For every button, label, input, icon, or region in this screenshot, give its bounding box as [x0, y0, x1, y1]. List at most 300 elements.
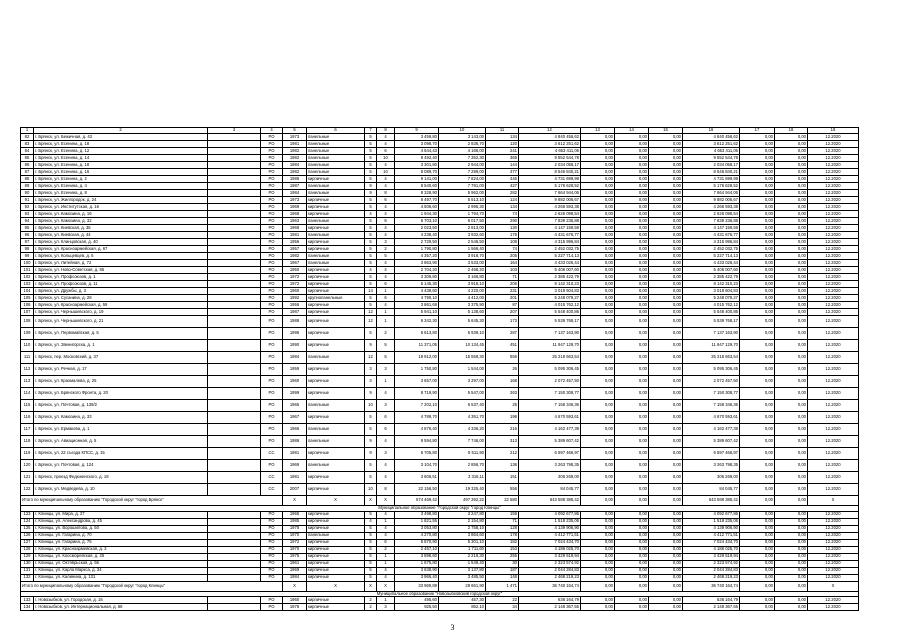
- table-cell: 0,00: [775, 525, 808, 532]
- table-cell: 6: [377, 424, 395, 436]
- table-cell: 7 137 163,90: [683, 328, 740, 340]
- table-cell: РО: [261, 518, 283, 525]
- table-cell: кирпичные: [307, 546, 365, 553]
- table-cell: 4 186 025,70: [683, 546, 740, 553]
- table-cell: г. Брянск, ул. Кольцевцев, д. 5: [34, 253, 208, 260]
- table-cell: 0,00: [740, 148, 775, 155]
- table-cell: 0,00: [740, 190, 775, 197]
- subtotal-cell: 28 661,90: [439, 581, 486, 591]
- table-cell: [208, 597, 261, 604]
- table-cell: г. Брянск, ул. Брянского Фронта, д. 20: [34, 388, 208, 400]
- table-cell: 0,00: [775, 553, 808, 560]
- table-cell: 12.2020: [808, 169, 859, 176]
- table-cell: 241: [486, 148, 519, 155]
- table-cell: 556: [486, 484, 519, 496]
- table-cell: 3 861,68: [395, 302, 439, 309]
- table-cell: 0,00: [581, 539, 615, 546]
- table-cell: РО: [261, 239, 283, 246]
- table-cell: РО: [261, 424, 283, 436]
- table-cell: 0,00: [581, 574, 615, 581]
- table-cell: 12.2020: [808, 274, 859, 281]
- table-cell: 255: [486, 553, 519, 560]
- table-cell: 128: [21, 546, 34, 553]
- table-cell: 12.2020: [808, 197, 859, 204]
- table-cell: 4: [377, 176, 395, 183]
- table-cell: 1981: [283, 448, 307, 460]
- table-cell: 11 371,05: [395, 340, 439, 352]
- table-cell: 5 870,90: [395, 539, 439, 546]
- table-cell: г. Новозыбков, ул. Интернациональная, д. 68: [34, 604, 208, 611]
- table-row: [21, 412, 859, 424]
- table-cell: 115: [21, 400, 34, 412]
- table-cell: 133: [21, 597, 34, 604]
- table-cell: 0,00: [740, 162, 775, 169]
- table-cell: 0,00: [740, 288, 775, 295]
- table-cell: 0,00: [615, 302, 649, 309]
- table-cell: 0,00: [740, 197, 775, 204]
- table-cell: 12.2020: [808, 597, 859, 604]
- table-cell: 1959: [283, 364, 307, 376]
- table-cell: 3 098,70: [395, 141, 439, 148]
- table-cell: кирпичные: [307, 364, 365, 376]
- table-cell: 3: [377, 400, 395, 412]
- table-cell: 1 821,55: [395, 518, 439, 525]
- table-cell: кирпичные: [307, 197, 365, 204]
- table-cell: 0,00: [649, 148, 683, 155]
- table-cell: 4: [377, 225, 395, 232]
- table-cell: 0,00: [581, 155, 615, 162]
- table-cell: 10 134,45: [439, 340, 486, 352]
- table-cell: 0,00: [740, 553, 775, 560]
- table-cell: 7 299,00: [439, 169, 486, 176]
- table-cell: 4 166,00: [439, 148, 486, 155]
- table-cell: 12.2020: [808, 546, 859, 553]
- table-cell: кирпичные: [307, 604, 365, 611]
- table-cell: 0,00: [775, 352, 808, 364]
- table-cell: 0,00: [581, 302, 615, 309]
- table-cell: 5: [377, 352, 395, 364]
- table-cell: 1973: [283, 134, 307, 141]
- table-cell: 0,00: [775, 604, 808, 611]
- table-cell: 1982: [283, 169, 307, 176]
- table-cell: 0,00: [581, 484, 615, 496]
- table-cell: [208, 274, 261, 281]
- table-row: [21, 253, 859, 260]
- table-cell: 0,00: [775, 328, 808, 340]
- table-cell: 110: [21, 340, 34, 352]
- table-cell: 4 439,60: [395, 288, 439, 295]
- table-cell: 4 653 411,06: [519, 148, 581, 155]
- table-cell: РО: [261, 218, 283, 225]
- table-row: [21, 316, 859, 328]
- table-cell: кирпичные: [307, 525, 365, 532]
- table-row: [21, 560, 859, 567]
- table-cell: панельные: [307, 218, 365, 225]
- table-row: [21, 155, 859, 162]
- table-cell: 126: [21, 532, 34, 539]
- table-cell: 0,00: [649, 364, 683, 376]
- table-cell: 0,00: [581, 253, 615, 260]
- table-cell: 5 939,10: [439, 328, 486, 340]
- table-cell: РО: [261, 288, 283, 295]
- table-cell: 7 150 308,77: [519, 388, 581, 400]
- table-cell: 0,00: [581, 197, 615, 204]
- table-cell: 0,00: [581, 211, 615, 218]
- table-cell: 5 513,10: [439, 197, 486, 204]
- table-cell: 3 918,70: [439, 253, 486, 260]
- table-cell: 0,00: [581, 511, 615, 518]
- table-cell: РО: [261, 295, 283, 302]
- table-cell: [208, 525, 261, 532]
- table-cell: 144: [486, 162, 519, 169]
- table-cell: 5: [365, 148, 377, 155]
- table-cell: панельные: [307, 148, 365, 155]
- table-cell: 2: [365, 597, 377, 604]
- table-cell: 12.2020: [808, 232, 859, 239]
- table-cell: 306 269,00: [519, 472, 581, 484]
- table-cell: 2: [377, 546, 395, 553]
- table-cell: 6 497,70: [395, 197, 439, 204]
- table-cell: 0,00: [649, 302, 683, 309]
- table-cell: 0,00: [615, 340, 649, 352]
- table-cell: кирпичные: [307, 340, 365, 352]
- table-row: [21, 518, 859, 525]
- table-cell: [208, 340, 261, 352]
- table-cell: 8 492,40: [395, 155, 439, 162]
- table-cell: 7 158 346,36: [683, 400, 740, 412]
- table-cell: РО: [261, 400, 283, 412]
- table-cell: 71: [486, 518, 519, 525]
- subtotal-cell: 0,00: [649, 581, 683, 591]
- table-cell: РО: [261, 388, 283, 400]
- table-cell: 8: [377, 218, 395, 225]
- table-cell: 0,00: [775, 162, 808, 169]
- table-row: [21, 281, 859, 288]
- table-cell: 0,00: [775, 518, 808, 525]
- table-cell: 0,00: [615, 232, 649, 239]
- table-cell: 0,00: [649, 155, 683, 162]
- table-cell: 15 559,30: [439, 352, 486, 364]
- table-cell: 0,00: [615, 352, 649, 364]
- table-cell: 187: [486, 567, 519, 574]
- table-cell: 0,00: [775, 546, 808, 553]
- table-cell: 0,00: [775, 176, 808, 183]
- table-cell: СС: [261, 472, 283, 484]
- table-cell: 3 143,00: [439, 134, 486, 141]
- table-row: [21, 211, 859, 218]
- table-cell: 0,00: [649, 400, 683, 412]
- table-cell: г. Брянск, ул. Сусанина, д. 28: [34, 295, 208, 302]
- column-header: 8: [377, 128, 395, 134]
- table-cell: 4 731 699,99: [519, 176, 581, 183]
- table-cell: панельные: [307, 460, 365, 472]
- table-cell: 0,00: [581, 328, 615, 340]
- table-cell: 1 518 235,06: [683, 518, 740, 525]
- table-cell: [208, 553, 261, 560]
- table-row: [21, 190, 859, 197]
- column-header: 6: [307, 128, 365, 134]
- table-cell: 1986: [283, 176, 307, 183]
- table-cell: 0,00: [581, 436, 615, 448]
- table-cell: 5: [365, 239, 377, 246]
- table-row: [21, 225, 859, 232]
- table-cell: г. Брянск, ул. Чернышевского, д. 21: [34, 316, 208, 328]
- table-cell: 5 406 007,60: [683, 267, 740, 274]
- table-cell: г. Брянск, ул. Дружбы, д. 3: [34, 288, 208, 295]
- table-cell: 0,00: [581, 448, 615, 460]
- subtotal-cell: 0,00: [581, 496, 615, 506]
- table-cell: кирпичные: [307, 204, 365, 211]
- table-cell: 0,00: [649, 190, 683, 197]
- table-cell: 4: [377, 141, 395, 148]
- table-cell: 3 932,60: [439, 232, 486, 239]
- table-cell: 0,00: [581, 239, 615, 246]
- table-cell: 0,00: [775, 448, 808, 460]
- subtotal-cell: 33 969,89: [395, 581, 439, 591]
- table-cell: 2 148 367,55: [519, 604, 581, 611]
- table-cell: г. Клинцы, ул. Коосморейская, д. 25: [34, 553, 208, 560]
- table-cell: 4 315 996,84: [683, 239, 740, 246]
- table-cell: 3 263 798,35: [683, 460, 740, 472]
- table-cell: [208, 436, 261, 448]
- table-cell: 0,00: [615, 253, 649, 260]
- table-cell: [208, 604, 261, 611]
- table-cell: 6 342,30: [395, 316, 439, 328]
- table-cell: 3 297,00: [439, 376, 486, 388]
- table-cell: 0,00: [649, 532, 683, 539]
- housing-register-table: [20, 127, 859, 611]
- table-cell: 5: [365, 539, 377, 546]
- table-cell: РО: [261, 232, 283, 239]
- table-cell: 5: [365, 155, 377, 162]
- table-cell: 0,00: [615, 553, 649, 560]
- table-cell: 5 138,60: [439, 309, 486, 316]
- table-cell: 3 533,00: [439, 260, 486, 267]
- table-row: [21, 302, 859, 309]
- table-cell: г. Клинцы, ул. Гагарина, д. 70: [34, 532, 208, 539]
- table-cell: 0,00: [649, 211, 683, 218]
- table-cell: 5: [365, 141, 377, 148]
- table-cell: 5: [365, 232, 377, 239]
- table-cell: 0,00: [740, 218, 775, 225]
- table-cell: 2: [377, 246, 395, 253]
- table-cell: [208, 518, 261, 525]
- table-cell: 0,00: [615, 316, 649, 328]
- table-cell: 6 017,50: [439, 218, 486, 225]
- table-cell: 0,00: [649, 281, 683, 288]
- column-header: 19: [808, 128, 859, 134]
- table-cell: [208, 567, 261, 574]
- table-row: [21, 169, 859, 176]
- table-cell: РО: [261, 525, 283, 532]
- table-cell: 0,00: [615, 218, 649, 225]
- column-header: 10: [439, 128, 486, 134]
- table-cell: г. Брянск, ул. Чернышевского, д. 19: [34, 309, 208, 316]
- table-cell: 0,00: [581, 604, 615, 611]
- table-cell: 0,00: [740, 253, 775, 260]
- table-cell: 14: [365, 288, 377, 295]
- table-cell: РО: [261, 162, 283, 169]
- table-cell: 0,00: [775, 597, 808, 604]
- table-cell: [208, 412, 261, 424]
- table-cell: 0,00: [775, 288, 808, 295]
- table-row: [21, 424, 859, 436]
- table-cell: РО: [261, 260, 283, 267]
- table-cell: кирпичные: [307, 412, 365, 424]
- table-cell: г. Брянск, ул. Киевская, д. 35: [34, 225, 208, 232]
- table-cell: 1984: [283, 190, 307, 197]
- table-cell: 0,00: [581, 141, 615, 148]
- table-cell: 1 675,80: [395, 560, 439, 567]
- table-cell: 0,00: [615, 604, 649, 611]
- table-cell: панельные: [307, 400, 365, 412]
- table-cell: 100: [21, 260, 34, 267]
- table-cell: 4 731 699,99: [683, 176, 740, 183]
- table-cell: 0,00: [581, 340, 615, 352]
- table-cell: 3: [365, 376, 377, 388]
- table-cell: 0,00: [649, 204, 683, 211]
- table-cell: 9 594,80: [395, 436, 439, 448]
- table-cell: 5: [365, 567, 377, 574]
- table-cell: 0,00: [649, 518, 683, 525]
- table-cell: 3: [377, 364, 395, 376]
- table-cell: 1: [377, 309, 395, 316]
- table-cell: 4 357,20: [395, 253, 439, 260]
- table-cell: 0,00: [581, 412, 615, 424]
- table-cell: 10: [365, 484, 377, 496]
- table-cell: 3: [377, 604, 395, 611]
- table-cell: 84 045,77: [683, 484, 740, 496]
- table-cell: 206: [486, 281, 519, 288]
- table-cell: 12.2020: [808, 288, 859, 295]
- table-cell: 4 162 477,39: [519, 424, 581, 436]
- table-cell: 201: [486, 295, 519, 302]
- table-cell: 1963: [283, 218, 307, 225]
- table-cell: 12.2020: [808, 295, 859, 302]
- subtotal-cell: 0,00: [581, 581, 615, 591]
- table-cell: 207: [486, 309, 519, 316]
- table-cell: 852,10: [439, 604, 486, 611]
- table-cell: 4 644,43: [395, 148, 439, 155]
- table-cell: 123: [21, 511, 34, 518]
- table-cell: 0,00: [740, 239, 775, 246]
- table-cell: 9: [365, 436, 377, 448]
- table-cell: 5 176 628,52: [683, 183, 740, 190]
- table-cell: 0,00: [649, 511, 683, 518]
- table-cell: 0,00: [615, 518, 649, 525]
- table-cell: 0,00: [740, 134, 775, 141]
- table-cell: 0,00: [615, 225, 649, 232]
- table-cell: 4: [377, 388, 395, 400]
- table-cell: 4 412 771,51: [519, 532, 581, 539]
- table-cell: г. Брянск, ул. Бежичная, д. 43: [34, 134, 208, 141]
- table-cell: 0,00: [649, 274, 683, 281]
- table-cell: 1965: [283, 400, 307, 412]
- table-cell: 3 053,80: [395, 525, 439, 532]
- table-cell: 1961: [283, 560, 307, 567]
- table-cell: 2 468 219,23: [683, 574, 740, 581]
- table-cell: 0,00: [649, 239, 683, 246]
- subtotal-cell: 0,00: [740, 581, 775, 591]
- table-cell: 1 794,70: [439, 211, 486, 218]
- table-cell: РО: [261, 412, 283, 424]
- table-cell: 0,00: [740, 260, 775, 267]
- subtotal-cell: 0,00: [775, 581, 808, 591]
- table-cell: 2 995,30: [439, 204, 486, 211]
- table-cell: РО: [261, 328, 283, 340]
- table-cell: 5: [365, 225, 377, 232]
- table-cell: 9 141,00: [395, 176, 439, 183]
- table-cell: г. Брянск, ул. Жилгородок, д. 24: [34, 197, 208, 204]
- table-cell: 12: [365, 316, 377, 328]
- table-cell: 112: [21, 364, 34, 376]
- table-cell: 0,00: [649, 183, 683, 190]
- table-cell: 5 941,10: [395, 309, 439, 316]
- table-cell: кирпичные: [307, 560, 365, 567]
- table-cell: 0,00: [581, 560, 615, 567]
- table-cell: [208, 376, 261, 388]
- table-cell: 132: [21, 574, 34, 581]
- section-header: Муниципальное образование "Новозыбковский городской округ": [21, 591, 859, 597]
- table-cell: г. Брянск, ул. Ермакова, д. 1: [34, 424, 208, 436]
- table-cell: 0,00: [740, 436, 775, 448]
- table-cell: 1 548,40: [439, 560, 486, 567]
- table-cell: 107: [21, 309, 34, 316]
- table-cell: 1981: [283, 141, 307, 148]
- table-cell: 5: [365, 218, 377, 225]
- table-cell: 0,00: [615, 204, 649, 211]
- table-cell: 1: [377, 376, 395, 388]
- table-row: [21, 539, 859, 546]
- column-header: 15: [649, 128, 683, 134]
- table-cell: 1969: [283, 460, 307, 472]
- table-cell: 4 789,70: [395, 412, 439, 424]
- table-cell: 12.2020: [808, 539, 859, 546]
- table-cell: 6 537,40: [439, 400, 486, 412]
- table-cell: 0,00: [740, 246, 775, 253]
- table-cell: 5 301,10: [439, 539, 486, 546]
- register-sheet: [20, 127, 841, 611]
- subtotal-cell: X: [365, 581, 377, 591]
- table-cell: 4: [377, 567, 395, 574]
- table-cell: РО: [261, 539, 283, 546]
- table-cell: 5 962,00: [439, 190, 486, 197]
- table-cell: 2 626 098,54: [683, 211, 740, 218]
- table-cell: 136: [486, 460, 519, 472]
- table-cell: 151: [486, 472, 519, 484]
- table-cell: 12.2020: [808, 518, 859, 525]
- table-cell: 0,00: [775, 267, 808, 274]
- table-cell: 0,00: [740, 176, 775, 183]
- table-cell: 205: [486, 253, 519, 260]
- table-cell: 12.2020: [808, 211, 859, 218]
- table-cell: 122: [21, 484, 34, 496]
- table-cell: 0,00: [649, 340, 683, 352]
- table-cell: 12.2020: [808, 376, 859, 388]
- table-cell: панельные: [307, 532, 365, 539]
- table-cell: 0,00: [775, 302, 808, 309]
- table-cell: панельные: [307, 183, 365, 190]
- table-cell: 99: [21, 253, 34, 260]
- table-cell: 0,00: [775, 155, 808, 162]
- table-cell: 1957: [283, 246, 307, 253]
- table-cell: 96: [21, 232, 34, 239]
- table-cell: 1 944,30: [395, 211, 439, 218]
- table-cell: 0,00: [581, 316, 615, 328]
- table-cell: 87: [21, 169, 34, 176]
- table-cell: крупнопанельные: [307, 295, 365, 302]
- table-cell: [208, 532, 261, 539]
